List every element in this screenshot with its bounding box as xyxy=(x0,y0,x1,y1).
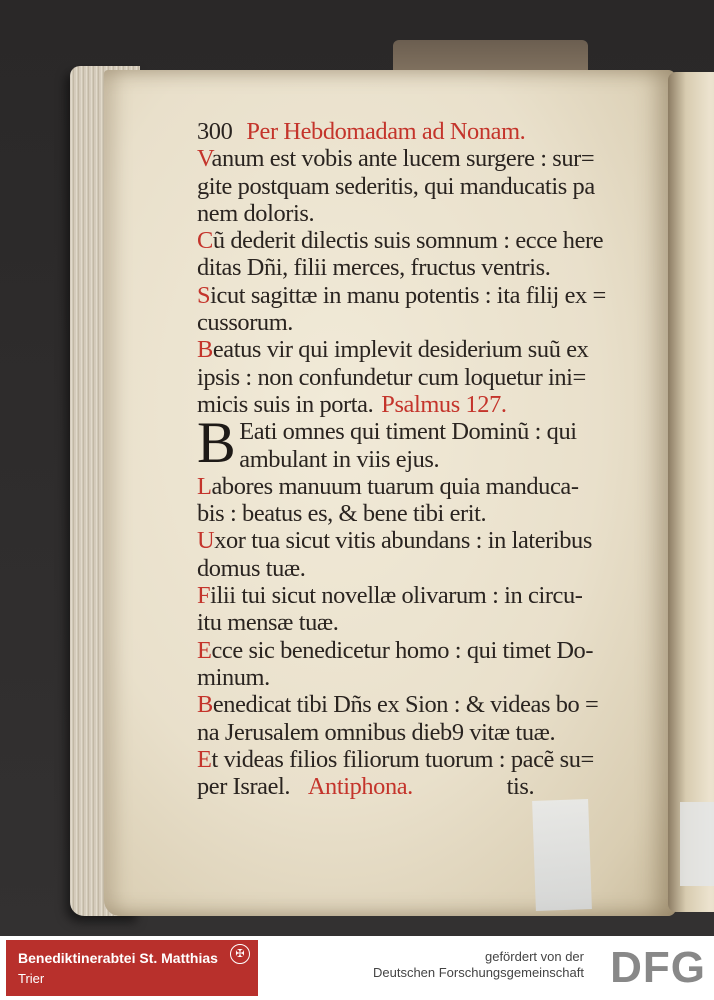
funding-line-1: gefördert von der xyxy=(484,949,584,964)
line-text: ũ dederit dilectis suis somnum : ecce here xyxy=(212,227,604,255)
paper-strip xyxy=(532,799,592,911)
rubricated-initial: U xyxy=(197,527,215,555)
rubricated-initial: E xyxy=(197,745,212,773)
text-line xyxy=(197,664,647,691)
line-text: anum est vobis ante lucem surgere : sur= xyxy=(211,145,595,173)
line-text: per Israel. xyxy=(197,773,291,801)
text-line xyxy=(197,309,647,336)
text-line xyxy=(197,555,647,582)
line-text: icut sagittæ in manu potentis : ita filij ex = xyxy=(210,281,606,309)
line-text: abores manuum tuarum quia manduca- xyxy=(211,472,579,500)
institution-name: Benediktinerabtei St. Matthias xyxy=(18,950,218,966)
catchword: tis. xyxy=(506,773,535,801)
text-line xyxy=(197,200,647,227)
line-text: ditas Dñi, filii merces, fructus ventris. xyxy=(197,254,551,282)
text-line xyxy=(197,282,647,309)
rubricated-initial: B xyxy=(197,691,213,719)
rubricated-initial: L xyxy=(197,472,212,500)
rubricated-initial: F xyxy=(197,582,211,610)
text-line xyxy=(197,254,647,281)
rubricated-initial: C xyxy=(197,227,213,255)
funding-text xyxy=(373,949,584,981)
drop-cap: B xyxy=(197,410,236,476)
text-line xyxy=(197,145,647,172)
funding-line-2: Deutschen Forschungsgemeinschaft xyxy=(372,965,584,980)
line-text: nem doloris. xyxy=(197,199,315,227)
text-line xyxy=(197,609,647,636)
line-text: cussorum. xyxy=(197,309,293,337)
page-header xyxy=(197,118,647,145)
line-text: minum. xyxy=(197,663,270,691)
line-text: ilii tui sicut novellæ olivarum : in circu- xyxy=(210,582,583,610)
line-text: gite postquam sederitis, qui manducatis pa xyxy=(197,172,595,200)
psalm-opening xyxy=(197,410,647,476)
line-text: eatus vir qui implevit desiderium suũ ex xyxy=(212,336,589,364)
text-line xyxy=(197,227,647,254)
text-line xyxy=(197,473,647,500)
facing-page-edge xyxy=(668,72,714,912)
line-text: enedicat tibi Dñs ex Sion : & videas bo = xyxy=(212,691,599,719)
antiphona-label: Antiphona. xyxy=(307,773,413,801)
line-text: micis suis in porta. xyxy=(197,390,374,418)
line-text: t videas filios filiorum tuorum : pacẽ su= xyxy=(211,745,594,773)
rubricated-initial: E xyxy=(197,636,212,664)
text-line xyxy=(197,746,647,773)
paper-strip-right xyxy=(680,802,714,886)
rubricated-initial: B xyxy=(197,336,213,364)
rubricated-initial: S xyxy=(197,281,211,309)
text-line xyxy=(197,582,647,609)
text-line xyxy=(197,719,647,746)
line-text: ipsis : non confundetur cum loquetur ini= xyxy=(197,363,586,391)
text-line xyxy=(197,336,647,363)
line-text: xor tua sicut vitis abundans : in lateribus xyxy=(214,527,592,555)
institution-city: Trier xyxy=(18,971,45,986)
abbey-emblem-icon: ✠ xyxy=(230,944,250,964)
text-line xyxy=(197,173,647,200)
text-line xyxy=(197,691,647,718)
text-line: Eati omnes qui timent Dominũ : qui xyxy=(239,418,577,446)
psalm-label: Psalmus 127. xyxy=(381,390,507,418)
footer-bar xyxy=(0,936,714,1000)
line-text: na Jerusalem omnibus dieb9 vitæ tuæ. xyxy=(197,718,556,746)
text-line xyxy=(197,773,647,800)
rubricated-initial: V xyxy=(197,145,212,173)
line-text: cce sic benedicetur homo : qui timet Do- xyxy=(211,636,594,664)
page-text xyxy=(197,118,647,800)
text-line xyxy=(197,364,647,391)
text-line xyxy=(197,500,647,527)
line-text: bis : beatus es, & bene tibi erit. xyxy=(197,500,487,528)
dfg-logo[interactable]: DFG xyxy=(610,943,706,992)
running-header: Per Hebdomadam ad Nonam. xyxy=(246,118,526,145)
text-line xyxy=(197,527,647,554)
line-text: itu mensæ tuæ. xyxy=(197,609,339,637)
text-line xyxy=(197,637,647,664)
text-line: ambulant in viis ejus. xyxy=(239,445,440,473)
line-text: domus tuæ. xyxy=(197,554,306,582)
page-number: 300 xyxy=(197,118,233,145)
text-line xyxy=(197,391,647,418)
institution-logo[interactable] xyxy=(6,940,258,996)
